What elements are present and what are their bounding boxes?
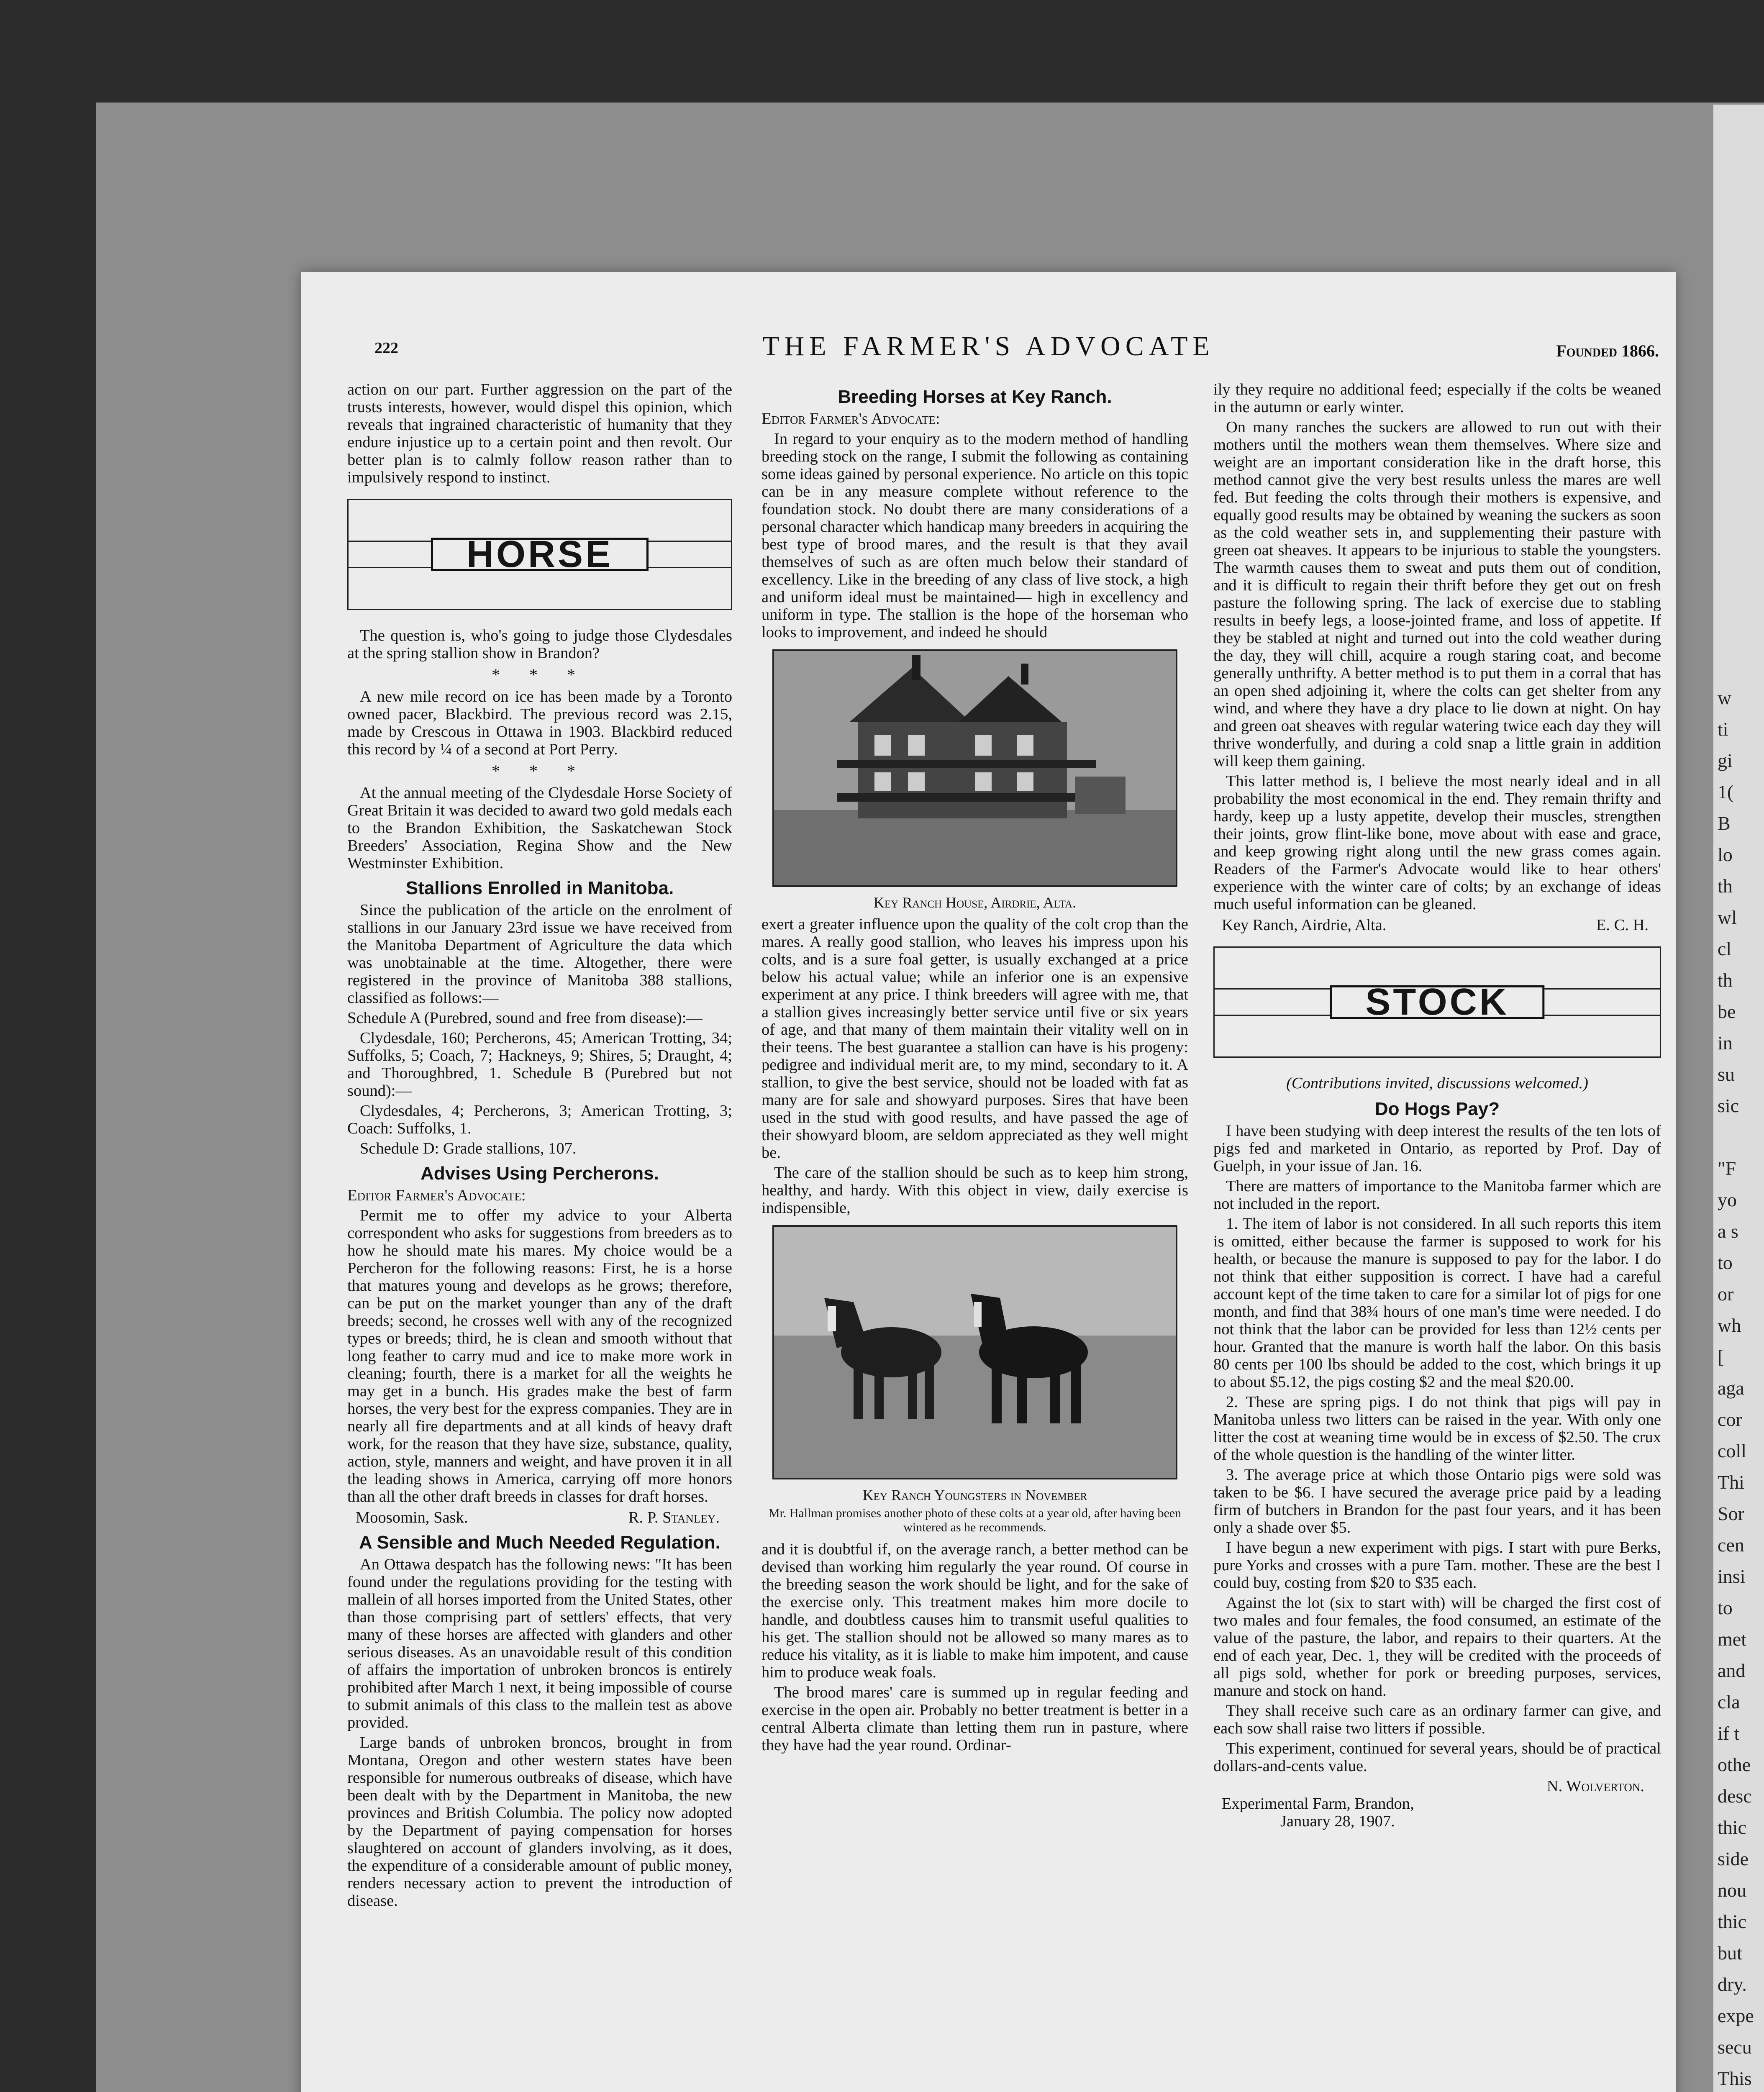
adjacent-page-text: dry. bbox=[1718, 1974, 1747, 1995]
adjacent-page-text: [ bbox=[1718, 1346, 1724, 1367]
newspaper-page bbox=[301, 272, 1676, 2092]
adjacent-page-text: B bbox=[1718, 813, 1731, 834]
headline-regulation: A Sensible and Much Needed Regulation. bbox=[359, 1532, 720, 1553]
paragraph: Against the lot (six to start with) will be charged the first cost of two males and four females, the food consumed, an estimate of the value of the pasture, the labor, and repairs to their quarters. At the end of each year, Dec. 1, they will be credited with the proceeds of all pigs sold, whether for pork or breeding purposes, services, manure and stock on hand. bbox=[1213, 1594, 1661, 1700]
stock-banner-label: STOCK bbox=[1330, 985, 1544, 1019]
adjacent-page-text: to bbox=[1718, 1597, 1733, 1618]
paragraph: Clydesdales, 4; Percherons, 3; American Trotting, 3; Coach: Suffolks, 1. bbox=[347, 1102, 732, 1137]
adjacent-page-text: insi bbox=[1718, 1566, 1746, 1587]
adjacent-page-text: to bbox=[1718, 1252, 1733, 1273]
signature-name: E. C. H. bbox=[1596, 916, 1649, 934]
colts-photo bbox=[772, 1225, 1177, 1479]
adjacent-page-text: expe bbox=[1718, 2005, 1754, 2026]
headline-stallions: Stallions Enrolled in Manitoba. bbox=[405, 878, 674, 898]
adjacent-page-text: but bbox=[1718, 1942, 1742, 1964]
page-number: 222 bbox=[374, 339, 398, 357]
headline-breeding: Breeding Horses at Key Ranch. bbox=[838, 387, 1112, 407]
paragraph: Large bands of unbroken broncos, brought in from Montana, Oregon and other western states have been responsible for numerous outbreaks of disease, which have been dealt with by the Department in Manitoba, the new provinces and British Columbia. The policy now adopted by the Department of paying compensation for horses slaughtered on account of glanders involving, as it does, the expenditure of a considerable amount of public money, renders necessary action to prevent the introduction of disease. bbox=[347, 1734, 732, 1910]
adjacent-page-text: secu bbox=[1718, 2036, 1752, 2058]
adjacent-page-text: cor bbox=[1718, 1409, 1742, 1430]
column-1 bbox=[347, 381, 732, 1912]
paragraph: Permit me to offer my advice to your Alberta correspondent who asks for suggestions from breeders as to how he should mate his mares. My choice would be a Percheron for the following reasons: First, he is a horse that matures young and develops as he grows; therefore, can be put on the market younger than any of the draft breeds; second, he crosses well with any of the recognized types or breeds; third, he is clean and smooth without that long feather to carry mud and ice to make more work in cleaning; fourth, there is a market for all the weights he may get in a bunch. His grades make the best of farm horses, the very best for the express companies. They are in nearly all fire departments and at all kinds of heavy draft work, for the reason that they have size, substance, quality, action, style, manners and weight, and have proven it in all the leading shows in America, carrying off more honors than all the other draft breeds in classes for draft horses. bbox=[347, 1207, 732, 1505]
paragraph: and it is doubtful if, on the average ranch, a better method can be devised than working him regularly the year round. Of course in the breeding season the work should be light, and for the sake of the exercise only. This treatment makes him more docile to handle, and doubtless causes him to transmit useful qualities to his get. The stallion should not be allowed so many mares as to reduce his vitality, as it is liable to make him impotent, and cause him to produce weak foals. bbox=[761, 1541, 1188, 1681]
adjacent-page-text: thic bbox=[1718, 1911, 1746, 1932]
adjacent-page-text: sic bbox=[1718, 1095, 1739, 1116]
paragraph: 2. These are spring pigs. I do not think that pigs will pay in Manitoba unless two litters can be raised in the year. With only one litter the cost at weaning time would be in excess of $2.50. The crux of the whole question is the handling of the winter litter. bbox=[1213, 1393, 1661, 1464]
adjacent-page-text: met bbox=[1718, 1628, 1746, 1650]
paragraph: I have been studying with deep interest the results of the ten lots of pigs fed and marketed in Ontario, as reported by Prof. Day of Guelph, in your issue of Jan. 16. bbox=[1213, 1122, 1661, 1175]
paragraph: ily they require no additional feed; especially if the colts be weaned in the autumn or early winter. bbox=[1213, 381, 1661, 416]
paragraph: Clydesdale, 160; Percherons, 45; American Trotting, 34; Suffolks, 5; Coach, 7; Hackneys, 9; Shires, 5; Draught, 4; and Thoroughbred, 1. Schedule B (Purebred but not sound):— bbox=[347, 1029, 732, 1100]
founded-label: Founded 1866. bbox=[1556, 341, 1659, 360]
adjacent-page-text: wl bbox=[1718, 907, 1737, 928]
paragraph: This experiment, continued for several years, should be of practical dollars-and-cents value. bbox=[1213, 1740, 1661, 1775]
adjacent-page-text: side bbox=[1718, 1848, 1749, 1869]
figure-caption: Key Ranch Youngsters in November bbox=[862, 1487, 1087, 1503]
adjacent-page-text: aga bbox=[1718, 1377, 1744, 1399]
column-3 bbox=[1213, 381, 1661, 1830]
page-header bbox=[301, 331, 1676, 377]
adjacent-page-fragment bbox=[1713, 105, 1764, 2092]
adjacent-page-text: w bbox=[1718, 687, 1732, 708]
signature bbox=[347, 1509, 732, 1526]
adjacent-page-text: coll bbox=[1718, 1440, 1746, 1461]
paragraph: This latter method is, I believe the most nearly ideal and in all probability the most economical in the end. They remain thrifty and hardy, keep up a lusty appetite, develop their muscles, strengthen their joints, grow flint-like bone, move about with ease and grace, and keep growing right along until the new grass comes again. Readers of the Farmer's Advocate would like to hear others' experience with the winter care of colts; by an exchange of ideas much useful information can be gleaned. bbox=[1213, 772, 1661, 913]
adjacent-page-text: This bbox=[1718, 2068, 1752, 2089]
paragraph: 3. The average price at which those Ontario pigs were sold was taken to be $6. I have secured the average price paid by a leading firm of butchers in Brandon for the past four years, and it has been only a shade over $5. bbox=[1213, 1466, 1661, 1536]
editor-salutation: Editor Farmer's Advocate: bbox=[761, 410, 940, 428]
paragraph: On many ranches the suckers are allowed to run out with their mothers until the mothers wean them themselves. Where size and weight are an important consideration like in the draft horse, this method cannot give the very best results unless the mares are well fed. But feeding the colts through their mothers is expensive, and equally good results may be obtained by weaning the suckers as soon as the cold weather sets in, and supplementing their pasture with green oat sheaves. It appears to be injurious to stable the youngsters. The warmth causes them to sweat and puts them out of condition, and it is difficult to regain their thrift before they get out on fresh pasture the following spring. The lack of exercise due to stabling results in beefy legs, a loose-jointed frame, and loss of appetite. If they be stabled at night and turned out into the cold weather during the day, they will chill, acquire a rough staring coat, and become generally unthrifty. A better method is to put them in a corral that has an open shed adjoining it, where the colts can get shelter from any wind, and where they have a dry place to lie down at night. On hay and green oat sheaves with regular watering twice each day they will thrive wonderfully, and during a cold snap a little grain in addition will keep them gaining. bbox=[1213, 418, 1661, 770]
adjacent-page-text: th bbox=[1718, 969, 1733, 991]
paragraph: The care of the stallion should be such as to keep him strong, healthy, and hardy. With this object in view, daily exercise is indispensible, bbox=[761, 1164, 1188, 1217]
ranch-house-photo bbox=[772, 649, 1177, 887]
paragraph: exert a greater influence upon the quality of the colt crop than the mares. A really good stallion, who leaves his impress upon his colts, and is a sure foal getter, is usually exchanged at a price below his actual value; while an inferior one is an expensive experiment at any price. I think breeders will agree with me, that a stallion gives increasingly better service until five or six years of age, and that many of them maintain their vitality well on in their teens. The best guarantee a stallion can have is his progeny: pedigree and individual merit are, to my mind, secondary to it. A stallion, to give the best service, should not be loaded with fat as many are for sale and showyard purposes. Sires that have been used in the stud with good results, and have passed the age of their showyard bloom, are seldom appreciated as they well might be. bbox=[761, 915, 1188, 1161]
signature bbox=[1213, 916, 1661, 934]
paragraph: 1. The item of labor is not considered. In all such reports this item is omitted, either because the farmer is supposed to work for his health, or because the manure is supposed to pay for the labor. I do not think that either supposition is correct. I have had a careful account kept of the time taken to care for a similar lot of pigs for one month, and find that 38¾ hours of one man's time were needed. I do not think that the labor can be provided for less than 12½ cents per hour. Granted that the manure is worth half the labor. On this basis 80 cents per 100 lbs should be added to the cost, which brings it up to about $5.12, the pigs costing $2 and the meal $20.00. bbox=[1213, 1215, 1661, 1391]
signature-name: R. P. Stanley. bbox=[628, 1509, 720, 1526]
adjacent-page-text: othe bbox=[1718, 1754, 1751, 1775]
paragraph: In regard to your enquiry as to the modern method of handling breeding stock on the range, I submit the following as containing some ideas gained by personal experience. No article on this topic can be in any measure complete without reference to the foundation stock. No doubt there are many considerations of a personal character which handicap many breeders in acquiring the best type of brood mares, and the result is that they avail themselves of such as are often much below their standard of excellency. Like in the breeding of any class of live stock, a high and uniform ideal must be maintained— high in excellency and uniform in type. The stallion is the hope of the horseman who looks to improvement, and indeed he should bbox=[761, 430, 1188, 641]
adjacent-page-text: "F bbox=[1718, 1158, 1736, 1179]
adjacent-page-text: cen bbox=[1718, 1534, 1744, 1556]
adjacent-page-text: Sor bbox=[1718, 1503, 1744, 1524]
figure-caption: Key Ranch House, Airdrie, Alta. bbox=[873, 894, 1077, 911]
figure-subcaption: Mr. Hallman promises another photo of these colts at a year old, after having been wintered as he recommends. bbox=[768, 1506, 1182, 1534]
masthead: THE FARMER'S ADVOCATE bbox=[762, 331, 1215, 361]
signature-place: Key Ranch, Airdrie, Alta. bbox=[1222, 916, 1387, 934]
column-2 bbox=[761, 381, 1188, 1756]
figure-youngsters bbox=[761, 1225, 1188, 1535]
adjacent-page-text: gi bbox=[1718, 750, 1733, 771]
horse-section-banner bbox=[347, 499, 732, 610]
stock-section-banner bbox=[1213, 946, 1661, 1058]
adjacent-page-text: or bbox=[1718, 1283, 1734, 1305]
intro-paragraph: action on our part. Further aggression on the part of the trusts interests, however, would dispel this opinion, which reveals that ingrained characteristic of humanity that they endure injustice up to a certain point and then revolt. Our better plan is to calmly follow reason rather than to impulsively respond to instinct. bbox=[347, 381, 732, 486]
figure-ranch-house bbox=[761, 649, 1188, 911]
paragraph: There are matters of importance to the Manitoba farmer which are not included in the report. bbox=[1213, 1177, 1661, 1213]
adjacent-page-text: su bbox=[1718, 1064, 1735, 1085]
paragraph: A new mile record on ice has been made by a Toronto owned pacer, Blackbird. The previous record was 2.15, made by Crescous in Ottawa in 1903. Blackbird reduced this record by ¼ of a second at Port Perry. bbox=[347, 688, 732, 758]
adjacent-page-text: cl bbox=[1718, 938, 1732, 959]
adjacent-page-text: and bbox=[1718, 1660, 1746, 1681]
separator: * * * bbox=[492, 665, 588, 684]
horse-banner-label: HORSE bbox=[431, 538, 649, 571]
adjacent-page-text: if t bbox=[1718, 1723, 1740, 1744]
adjacent-page-text: desc bbox=[1718, 1785, 1752, 1807]
paragraph: Schedule A (Purebred, sound and free from disease):— bbox=[347, 1009, 703, 1027]
signature-place: Experimental Farm, Brandon, bbox=[1222, 1795, 1414, 1813]
adjacent-page-text: a s bbox=[1718, 1220, 1738, 1242]
paragraph: An Ottawa despatch has the following news: "It has been found under the regulations providing for the testing with mallein of all horses imported from the United States, other than those comprising part of settlers' effects, that very many of these horses are affected with glanders and other serious diseases. As an unavoidable result of this condition of affairs the importation of unbroken broncos is entirely prohibited after March 1 next, it being impossible of course to submit animals of this class to the mallein test as above provided. bbox=[347, 1556, 732, 1731]
adjacent-page-text: 1( bbox=[1718, 781, 1734, 802]
adjacent-page-text: be bbox=[1718, 1001, 1736, 1022]
paragraph: At the annual meeting of the Clydesdale Horse Society of Great Britain it was decided to award two gold medals each to the Brandon Exhibition, the Saskatchewan Stock Breeders' Association, Regina Show and the New Westminster Exhibition. bbox=[347, 784, 732, 872]
paragraph: They shall receive such care as an ordinary farmer can give, and each sow shall raise two litters if possible. bbox=[1213, 1702, 1661, 1737]
adjacent-page-text: yo bbox=[1718, 1189, 1737, 1210]
headline-percherons: Advises Using Percherons. bbox=[420, 1163, 659, 1184]
headline-hogs: Do Hogs Pay? bbox=[1374, 1099, 1500, 1119]
signature-date: January 28, 1907. bbox=[1280, 1813, 1395, 1830]
paragraph: Since the publication of the article on the enrolment of stallions in our January 23rd issue we have received from the Manitoba Department of Agriculture the data which was unobtainable at the time. Altogether, there were registered in the province of Manitoba 388 stallions, classified as follows:— bbox=[347, 901, 732, 1007]
editor-salutation: Editor Farmer's Advocate: bbox=[347, 1187, 526, 1204]
adjacent-page-text: Thi bbox=[1718, 1472, 1744, 1493]
paragraph: I have begun a new experiment with pigs. I start with pure Berks, pure Yorks and crosses with a pure Tam. mother. These are the best I could buy, costing from $20 to $35 each. bbox=[1213, 1539, 1661, 1592]
contributions-note: (Contributions invited, discussions welcomed.) bbox=[1286, 1074, 1588, 1092]
adjacent-page-text: thic bbox=[1718, 1817, 1746, 1838]
adjacent-page-text: th bbox=[1718, 875, 1733, 897]
adjacent-page-text: lo bbox=[1718, 844, 1733, 865]
paragraph: The brood mares' care is summed up in regular feeding and exercise in the open air. Probably no better treatment is better in a central Alberta climate than letting them run in pasture, where they have had the year round. Ordinar- bbox=[761, 1684, 1188, 1754]
adjacent-page-text: ti bbox=[1718, 718, 1728, 740]
paragraph: Schedule D: Grade stallions, 107. bbox=[360, 1140, 577, 1157]
signature-place: Moosomin, Sask. bbox=[356, 1509, 468, 1526]
adjacent-page-text: cla bbox=[1718, 1691, 1740, 1713]
separator: * * * bbox=[492, 761, 588, 780]
paragraph: The question is, who's going to judge those Clydesdales at the spring stallion show in Brandon? bbox=[347, 627, 732, 662]
adjacent-page-text: wh bbox=[1718, 1315, 1741, 1336]
adjacent-page-text: in bbox=[1718, 1032, 1733, 1054]
adjacent-page-text: nou bbox=[1718, 1879, 1746, 1901]
signature-name: N. Wolverton. bbox=[1546, 1777, 1644, 1795]
